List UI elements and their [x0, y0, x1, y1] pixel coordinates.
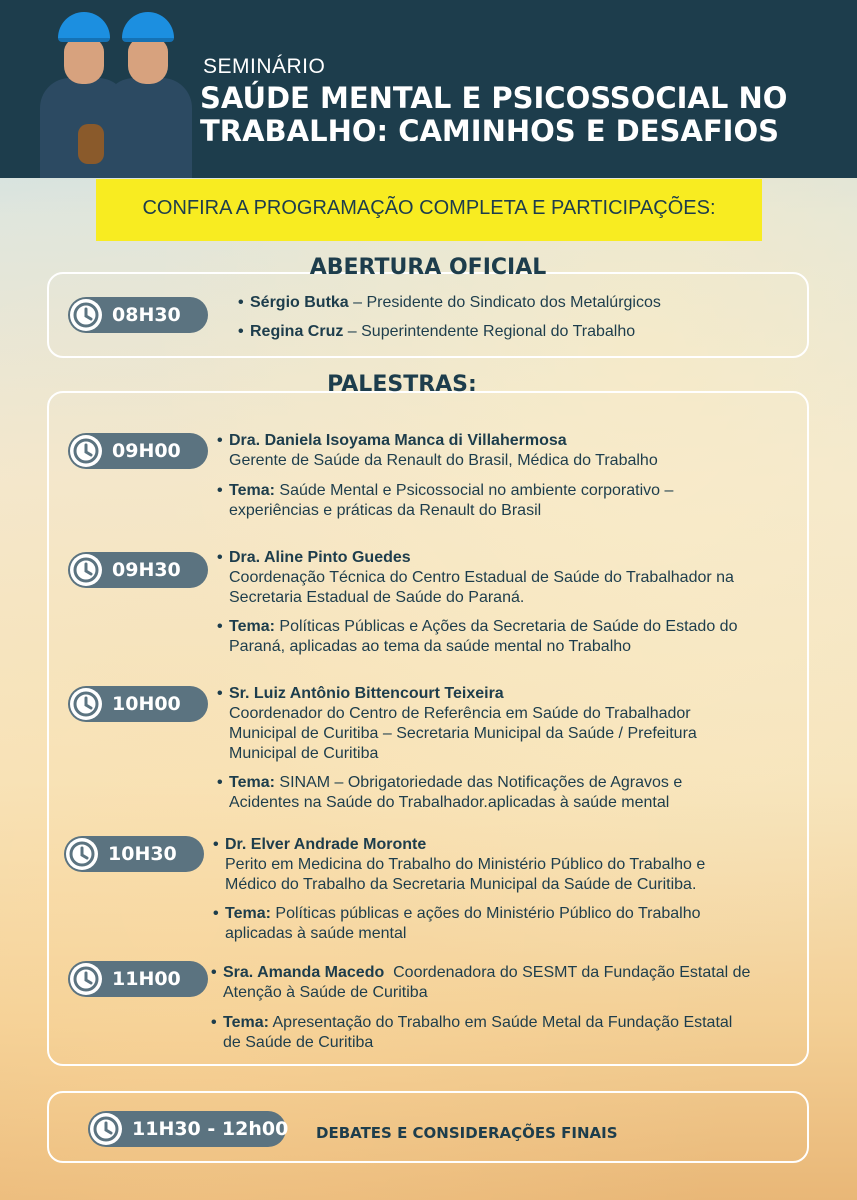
speaker-role: Coordenador do Centro de Referência em Saúde do Trabalhador	[229, 705, 691, 722]
tema-text: Políticas públicas e ações do Ministério Público do Trabalho	[275, 905, 701, 922]
time-pill-final	[88, 1111, 289, 1147]
abertura-item-1: • Sérgio Butka – Presidente do Sindicato dos Metalúrgicos	[238, 294, 661, 311]
speaker-role: Secretaria Estadual de Saúde do Paraná.	[229, 589, 525, 606]
time-pill-0830	[68, 297, 208, 333]
speaker-role: Municipal de Curitiba – Secretaria Municipal da Saúde / Prefeitura	[229, 725, 697, 742]
programacao-banner	[96, 179, 762, 241]
final-text: DEBATES E CONSIDERAÇÕES FINAIS	[316, 1124, 618, 1142]
speaker-name: Dra. Daniela Isoyama Manca di Villahermosa	[229, 432, 567, 449]
time-text: 11H30 - 12h00	[132, 1118, 289, 1140]
clock-icon	[66, 838, 98, 870]
time-pill-1000	[68, 686, 208, 722]
speaker-name: Sérgio Butka	[250, 294, 349, 311]
session-0930-speaker: • Dra. Aline Pinto Guedes Coordenação Técnica do Centro Estadual de Saúde do Trabalhador na Secretaria Estadual de Saúde do Paraná.	[217, 549, 734, 606]
tema-text: Acidentes na Saúde do Trabalhador.aplicadas à saúde mental	[229, 794, 670, 811]
speaker-role: Municipal de Curitiba	[229, 745, 379, 762]
time-text: 09H00	[112, 440, 181, 462]
programacao-banner-text: CONFIRA A PROGRAMAÇÃO COMPLETA E PARTICIPAÇÕES:	[142, 197, 716, 219]
event-title	[200, 82, 840, 148]
session-1000-tema: • Tema: SINAM – Obrigatoriedade das Notificações de Agravos e Acidentes na Saúde do Trabalhador.aplicadas à saúde mental	[217, 774, 683, 811]
clock-icon	[70, 688, 102, 720]
abertura-title: ABERTURA OFICIAL	[309, 255, 547, 280]
tema-text: SINAM – Obrigatoriedade das Notificações de Agravos e	[279, 774, 683, 791]
tema-text: aplicadas à saúde mental	[225, 925, 407, 942]
time-pill-0900	[68, 433, 208, 469]
session-1100-tema: • Tema: Apresentação do Trabalho em Saúde Metal da Fundação Estatal de Saúde de Curitiba	[211, 1014, 733, 1051]
session-0900-tema: • Tema: Saúde Mental e Psicossocial no ambiente corporativo – experiências e práticas da Renault do Brasil	[217, 482, 674, 519]
session-1030-speaker: • Dr. Elver Andrade Moronte Perito em Medicina do Trabalho do Ministério Público do Trabalho e Médico do Trabalho da Secretaria Municipal da Saúde de Curitiba.	[213, 836, 706, 893]
speaker-name: Sra. Amanda Macedo	[223, 964, 385, 981]
session-0930-tema: • Tema: Políticas Públicas e Ações da Secretaria de Saúde do Estado do Paraná, aplicadas ao tema da saúde mental no Trabalho	[217, 618, 738, 655]
speaker-name: Dr. Elver Andrade Moronte	[225, 836, 427, 853]
session-1100-speaker: • Sra. Amanda Macedo Coordenadora do SESMT da Fundação Estatal de Atenção à Saúde de Curitiba	[211, 964, 751, 1001]
palestras-title: PALESTRAS:	[327, 372, 477, 397]
tema-text: Políticas Públicas e Ações da Secretaria de Saúde do Estado do	[279, 618, 738, 635]
clock-icon	[70, 963, 102, 995]
session-1030-tema: • Tema: Políticas públicas e ações do Ministério Público do Trabalho aplicadas à saúde mental	[213, 905, 701, 942]
speaker-role: Gerente de Saúde da Renault do Brasil, Médica do Trabalho	[229, 452, 658, 469]
tema-text: Saúde Mental e Psicossocial no ambiente corporativo –	[279, 482, 674, 499]
clock-icon	[70, 299, 102, 331]
event-title-line1: SAÚDE MENTAL E PSICOSSOCIAL NO	[200, 81, 788, 115]
event-kicker: SEMINÁRIO	[203, 55, 326, 78]
time-pill-1100	[68, 961, 208, 997]
clock-icon	[70, 554, 102, 586]
tema-text: Paraná, aplicadas ao tema da saúde mental no Trabalho	[229, 638, 632, 655]
speaker-role: – Superintendente Regional do Trabalho	[343, 323, 636, 340]
tema-text: de Saúde de Curitiba	[223, 1034, 374, 1051]
header	[0, 0, 857, 178]
abertura-item-2: • Regina Cruz – Superintendente Regional do Trabalho	[238, 323, 636, 340]
event-title-line2: TRABALHO: CAMINHOS E DESAFIOS	[200, 114, 780, 148]
speaker-name: Dra. Aline Pinto Guedes	[229, 549, 411, 566]
time-text: 08H30	[112, 304, 181, 326]
clock-icon	[90, 1113, 122, 1145]
speaker-role: Coordenadora do SESMT da Fundação Estatal de	[384, 964, 751, 981]
speaker-role: Atenção à Saúde de Curitiba	[223, 984, 428, 1001]
speaker-role: Médico do Trabalho da Secretaria Municipal da Saúde de Curitiba.	[225, 876, 697, 893]
speaker-role: Coordenação Técnica do Centro Estadual de Saúde do Trabalhador na	[229, 569, 734, 586]
time-text: 11H00	[112, 968, 181, 990]
tema-text: experiências e práticas da Renault do Brasil	[229, 502, 542, 519]
time-text: 10H00	[112, 693, 181, 715]
speaker-name: Sr. Luiz Antônio Bittencourt Teixeira	[229, 685, 504, 702]
time-text: 10H30	[108, 843, 177, 865]
speaker-role: – Presidente do Sindicato dos Metalúrgicos	[348, 294, 661, 311]
time-pill-0930	[68, 552, 208, 588]
tema-label: Tema:	[225, 905, 271, 922]
session-0900-speaker: • Dra. Daniela Isoyama Manca di Villahermosa Gerente de Saúde da Renault do Brasil, Médica do Trabalho	[217, 432, 658, 469]
time-text: 09H30	[112, 559, 181, 581]
clock-icon	[70, 435, 102, 467]
tema-label: Tema:	[229, 482, 275, 499]
tema-label: Tema:	[229, 618, 275, 635]
tema-label: Tema:	[229, 774, 275, 791]
tema-text: Apresentação do Trabalho em Saúde Metal da Fundação Estatal	[272, 1014, 733, 1031]
session-1000-speaker: • Sr. Luiz Antônio Bittencourt Teixeira Coordenador do Centro de Referência em Saúde do Trabalhador Municipal de Curitiba – Secretaria Municipal da Saúde / Prefeitura Municipal de Curitiba	[217, 685, 697, 762]
time-pill-1030	[64, 836, 204, 872]
speaker-role: Perito em Medicina do Trabalho do Ministério Público do Trabalho e	[225, 856, 706, 873]
speaker-name: Regina Cruz	[250, 323, 344, 340]
tema-label: Tema:	[223, 1014, 269, 1031]
